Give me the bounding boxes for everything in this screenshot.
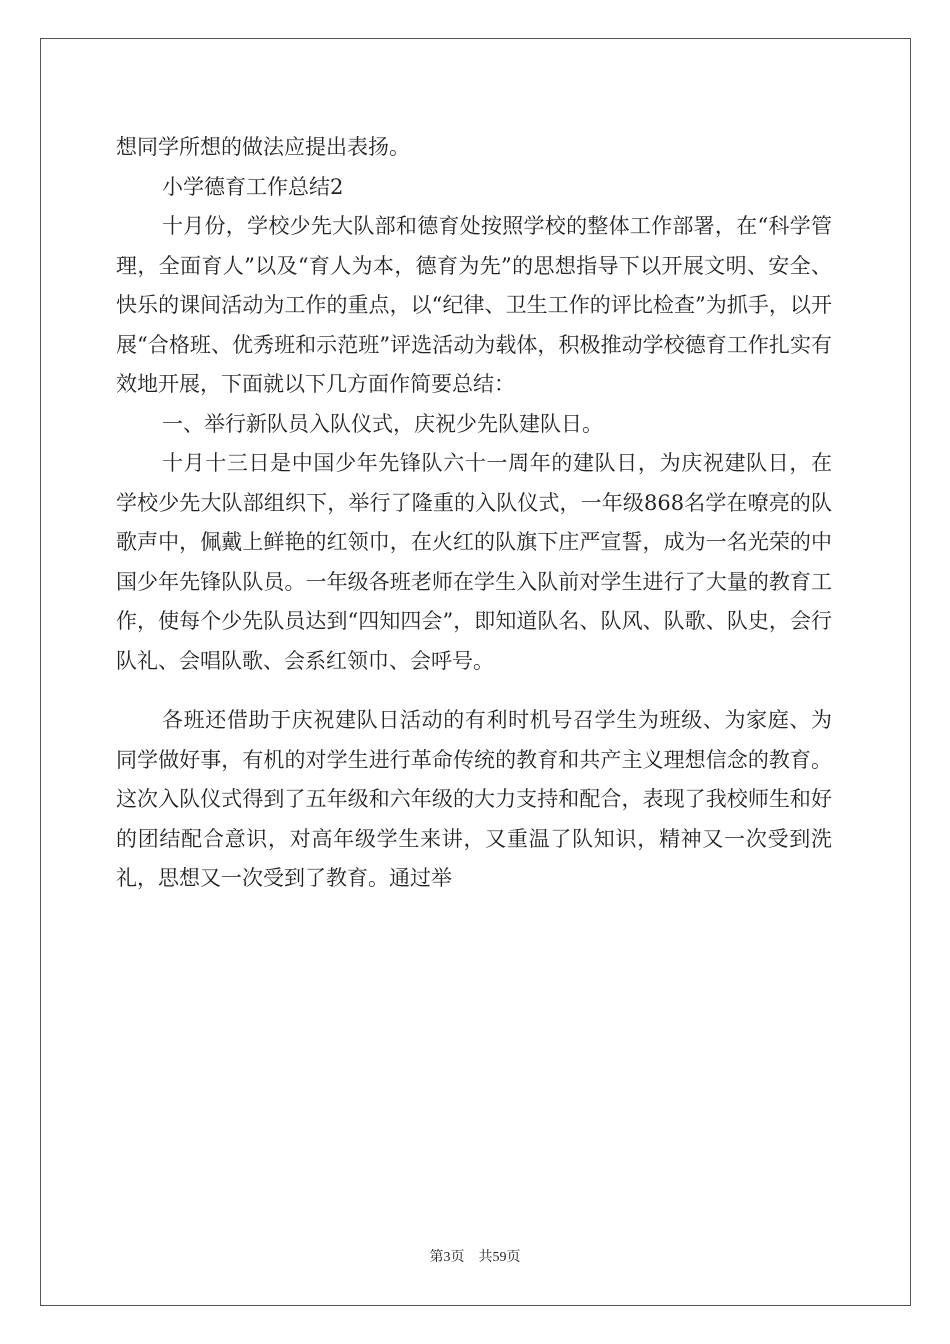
section-heading: 小学德育工作总结2 — [162, 174, 344, 199]
paragraph-ceremony: 十月十三日是中国少年先锋队六十一周年的建队日，为庆祝建队日，在学校少先大队部组织下，举行了隆重的入队仪式，一年级868名学在嘹亮的队歌声中，佩戴上鲜艳的红领巾，在火红的队旗下庄严宣誓，成为一名光荣的中国少年先锋队队员。一年级各班老师在学生入队前对学生进行了大量的教育工作，使每个少先队员达到“四知四会”，即知道队名、队风、队歌、队史，会行队礼、会唱队歌、会系红领巾、会呼号。 — [116, 451, 832, 673]
paragraph-activities: 各班还借助于庆祝建队日活动的有利时机号召学生为班级、为家庭、为同学做好事，有机的对学生进行革命传统的教育和共产主义理想信念的教育。这次入队仪式得到了五年级和六年级的大力支持和配合，表现了我校师生和好的团结配合意识，对高年级学生来讲，又重温了队知识，精神又一次受到洗礼，思想又一次受到了教育。通过举 — [116, 708, 832, 890]
document-body — [116, 128, 832, 899]
paragraph-1: 想同学所想的做法应提出表扬。 — [116, 135, 410, 159]
subsection-heading: 一、举行新队员入队仪式，庆祝少先队建队日。 — [162, 411, 603, 436]
paragraph-intro: 十月份，学校少先大队部和德育处按照学校的整体工作部署，在“科学管理，全面育人”以及“育人为本，德育为先”的思想指导下以开展文明、安全、快乐的课间活动为工作的重点，以“纪律、卫生工作的评比检查”为抓手，以开展“合格班、优秀班和示范班”评选活动为载体，积极推动学校德育工作扎实有效地开展，下面就以下几方面作简要总结： — [116, 214, 832, 396]
page-total: 共59页 — [478, 1250, 521, 1265]
page-number: 第3页 — [429, 1250, 465, 1265]
page-footer — [0, 1246, 950, 1266]
